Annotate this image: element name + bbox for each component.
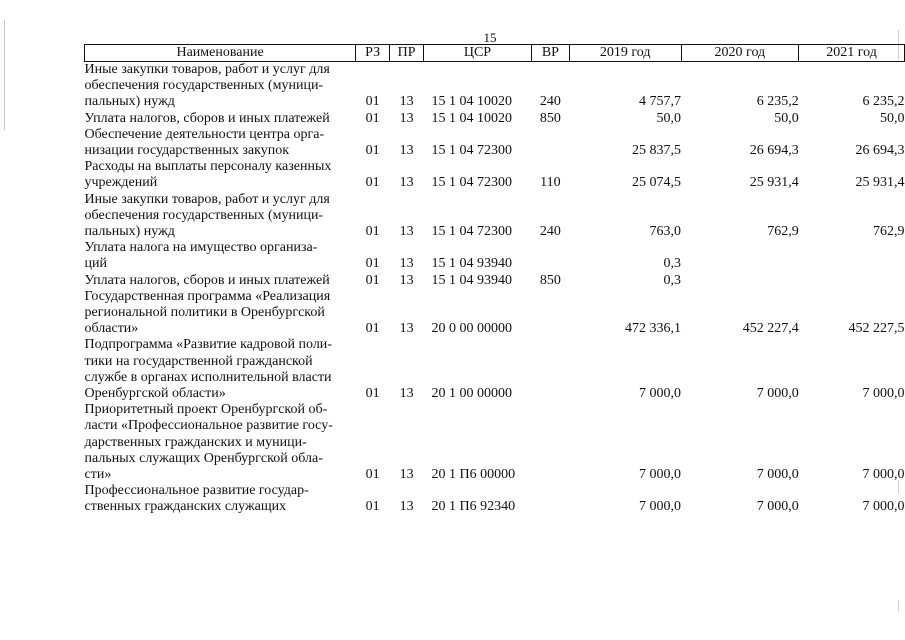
- cell-csr: 15 1 04 10020: [431, 94, 513, 110]
- cell-csr: 15 1 04 93940: [431, 256, 513, 272]
- row-name-line: службе в органах исполнительной власти: [84, 369, 332, 385]
- cell-csr: 15 1 04 72300: [431, 224, 513, 240]
- row-name-line: учреждений: [84, 175, 158, 191]
- cell-2020: 762,9: [767, 224, 799, 240]
- row-name-line: Государственная программа «Реализация: [84, 288, 331, 304]
- cell-2019: 7 000,0: [639, 499, 682, 515]
- header-vr: ВР: [531, 45, 569, 62]
- cell-vr: 850: [539, 272, 561, 288]
- cell-pr: 13: [399, 467, 414, 483]
- cell-2020: [681, 273, 799, 289]
- cell-pr: 13: [399, 321, 414, 337]
- cell-vr: [531, 240, 569, 272]
- cell-2021: 50,0: [880, 110, 905, 126]
- row-name-line: ций: [84, 256, 107, 272]
- cell-2021: 6 235,2: [862, 94, 905, 110]
- row-name: [85, 127, 356, 159]
- row-name-line: области»: [84, 321, 139, 337]
- row-name-line: низации государственных закупок: [84, 143, 290, 159]
- table-row: [85, 240, 905, 272]
- row-name-line: Оренбургской области»: [84, 386, 226, 402]
- row-name-line: Уплата налогов, сборов и иных платежей: [84, 110, 330, 126]
- row-name-line: Расходы на выплаты персоналу казенных: [84, 159, 332, 175]
- header-2019: 2019 год: [569, 45, 681, 62]
- row-name: [85, 273, 356, 289]
- cell-pr: 13: [399, 499, 414, 515]
- cell-2019: 0,3: [663, 272, 682, 288]
- table-row: [85, 159, 905, 191]
- row-name: [85, 159, 356, 191]
- row-name-line: обеспечения государственных (муници-: [84, 78, 324, 94]
- cell-csr: 15 1 04 10020: [431, 110, 513, 126]
- cell-pr: 13: [399, 224, 414, 240]
- cell-2019: 25 837,5: [632, 143, 682, 159]
- cell-vr: [531, 402, 569, 483]
- table-row: [85, 273, 905, 289]
- cell-2020: 25 931,4: [749, 175, 799, 191]
- cell-csr: 20 1 00 00000: [431, 386, 513, 402]
- cell-2020: 7 000,0: [756, 467, 799, 483]
- row-name-line: пальных служащих Оренбургской обла-: [84, 450, 323, 466]
- cell-2021: [799, 273, 905, 289]
- cell-rz: 01: [365, 386, 380, 402]
- page-number: 15: [483, 30, 497, 45]
- row-name: [85, 240, 356, 272]
- cell-pr: 13: [399, 386, 414, 402]
- cell-2021: 7 000,0: [862, 499, 905, 515]
- table-header-row: [85, 45, 905, 62]
- cell-2020: 50,0: [774, 110, 799, 126]
- table-row: [85, 127, 905, 159]
- cell-2020: [681, 240, 799, 272]
- cell-pr: 13: [399, 94, 414, 110]
- row-name-line: Иные закупки товаров, работ и услуг для: [84, 62, 330, 77]
- cell-rz: 01: [365, 499, 380, 515]
- header-2021: 2021 год: [799, 45, 905, 62]
- cell-2020: 452 227,4: [742, 321, 799, 337]
- cell-2019: 472 336,1: [625, 321, 682, 337]
- cell-rz: 01: [365, 224, 380, 240]
- cell-vr: [531, 289, 569, 338]
- cell-2019: 0,3: [663, 256, 682, 272]
- row-name-line: Обеспечение деятельности центра орга-: [84, 126, 325, 142]
- header-2020: 2020 год: [681, 45, 799, 62]
- cell-rz: 01: [365, 467, 380, 483]
- cell-csr: 20 1 П6 00000: [431, 467, 516, 483]
- cell-rz: 01: [365, 321, 380, 337]
- row-name-line: региональной политики в Оренбургской: [84, 305, 325, 321]
- cell-csr: 20 0 00 00000: [431, 321, 513, 337]
- cell-pr: 13: [399, 175, 414, 191]
- cell-pr: 13: [399, 272, 414, 288]
- table-row: [85, 192, 905, 241]
- cell-pr: 13: [399, 256, 414, 272]
- row-name: [85, 62, 356, 111]
- row-name-line: сти»: [84, 467, 112, 483]
- row-name-line: Уплата налогов, сборов и иных платежей: [84, 272, 330, 288]
- cell-rz: 01: [365, 256, 380, 272]
- cell-2019: 763,0: [649, 224, 682, 240]
- cell-2021: 25 931,4: [855, 175, 905, 191]
- cell-2019: 7 000,0: [639, 386, 682, 402]
- cell-2021: [799, 240, 905, 272]
- cell-2021: 26 694,3: [855, 143, 905, 159]
- cell-2021: 7 000,0: [862, 386, 905, 402]
- cell-pr: 13: [399, 110, 414, 126]
- cell-2019: 4 757,7: [639, 94, 682, 110]
- cell-csr: 15 1 04 93940: [431, 272, 513, 288]
- cell-vr: [531, 337, 569, 402]
- row-name-line: обеспечения государственных (муници-: [84, 207, 324, 223]
- cell-2020: 6 235,2: [756, 94, 799, 110]
- row-name-line: ласти «Профессиональное развитие госу-: [84, 418, 333, 434]
- cell-rz: 01: [365, 272, 380, 288]
- cell-2019: 50,0: [656, 110, 682, 126]
- cell-vr: [531, 127, 569, 159]
- cell-rz: 01: [365, 94, 380, 110]
- budget-table: [84, 44, 905, 516]
- row-name-line: тики на государственной гражданской: [84, 353, 313, 369]
- row-name: [85, 289, 356, 338]
- cell-csr: 20 1 П6 92340: [431, 499, 516, 515]
- cell-vr: 850: [539, 110, 561, 126]
- cell-rz: 01: [365, 110, 380, 126]
- row-name: [85, 337, 356, 402]
- cell-2021: 452 227,5: [848, 321, 905, 337]
- row-name-line: ственных гражданских служащих: [84, 499, 287, 515]
- cell-rz: 01: [365, 175, 380, 191]
- header-csr: ЦСР: [424, 45, 532, 62]
- cell-2019: 7 000,0: [639, 467, 682, 483]
- cell-2019: 25 074,5: [632, 175, 682, 191]
- cell-vr: 240: [539, 224, 561, 240]
- row-name-line: пальных) нужд: [84, 94, 175, 110]
- table-row: [85, 289, 905, 338]
- cell-vr: [531, 483, 569, 515]
- cell-csr: 15 1 04 72300: [431, 143, 513, 159]
- row-name: [85, 483, 356, 515]
- header-pr: ПР: [390, 45, 424, 62]
- row-name-line: Иные закупки товаров, работ и услуг для: [84, 191, 330, 207]
- table-row: [85, 483, 905, 515]
- header-rz: РЗ: [356, 45, 390, 62]
- row-name-line: Профессиональное развитие государ-: [84, 483, 309, 499]
- row-name-line: Приоритетный проект Оренбургской об-: [84, 402, 328, 418]
- cell-vr: 240: [539, 94, 561, 110]
- scan-edge-mark: [4, 20, 5, 130]
- table-row: [85, 111, 905, 127]
- cell-2020: 26 694,3: [749, 143, 799, 159]
- row-name-line: дарственных гражданских и муници-: [84, 434, 307, 450]
- row-name: [85, 192, 356, 241]
- table-body: [85, 62, 905, 516]
- cell-rz: 01: [365, 143, 380, 159]
- cell-2020: 7 000,0: [756, 499, 799, 515]
- row-name-line: пальных) нужд: [84, 224, 175, 240]
- table-row: [85, 337, 905, 402]
- cell-csr: 15 1 04 72300: [431, 175, 513, 191]
- row-name: [85, 111, 356, 127]
- row-name-line: Уплата налога на имущество организа-: [84, 240, 318, 256]
- cell-2021: 7 000,0: [862, 467, 905, 483]
- cell-2021: 762,9: [873, 224, 905, 240]
- row-name-line: Подпрограмма «Развитие кадровой поли-: [84, 337, 332, 353]
- table-row: [85, 402, 905, 483]
- cell-vr: 110: [540, 175, 561, 191]
- header-name: Наименование: [85, 45, 356, 62]
- row-name: [85, 402, 356, 483]
- cell-2020: 7 000,0: [756, 386, 799, 402]
- scan-edge-mark: [898, 600, 899, 612]
- table-row: [85, 62, 905, 111]
- cell-pr: 13: [399, 143, 414, 159]
